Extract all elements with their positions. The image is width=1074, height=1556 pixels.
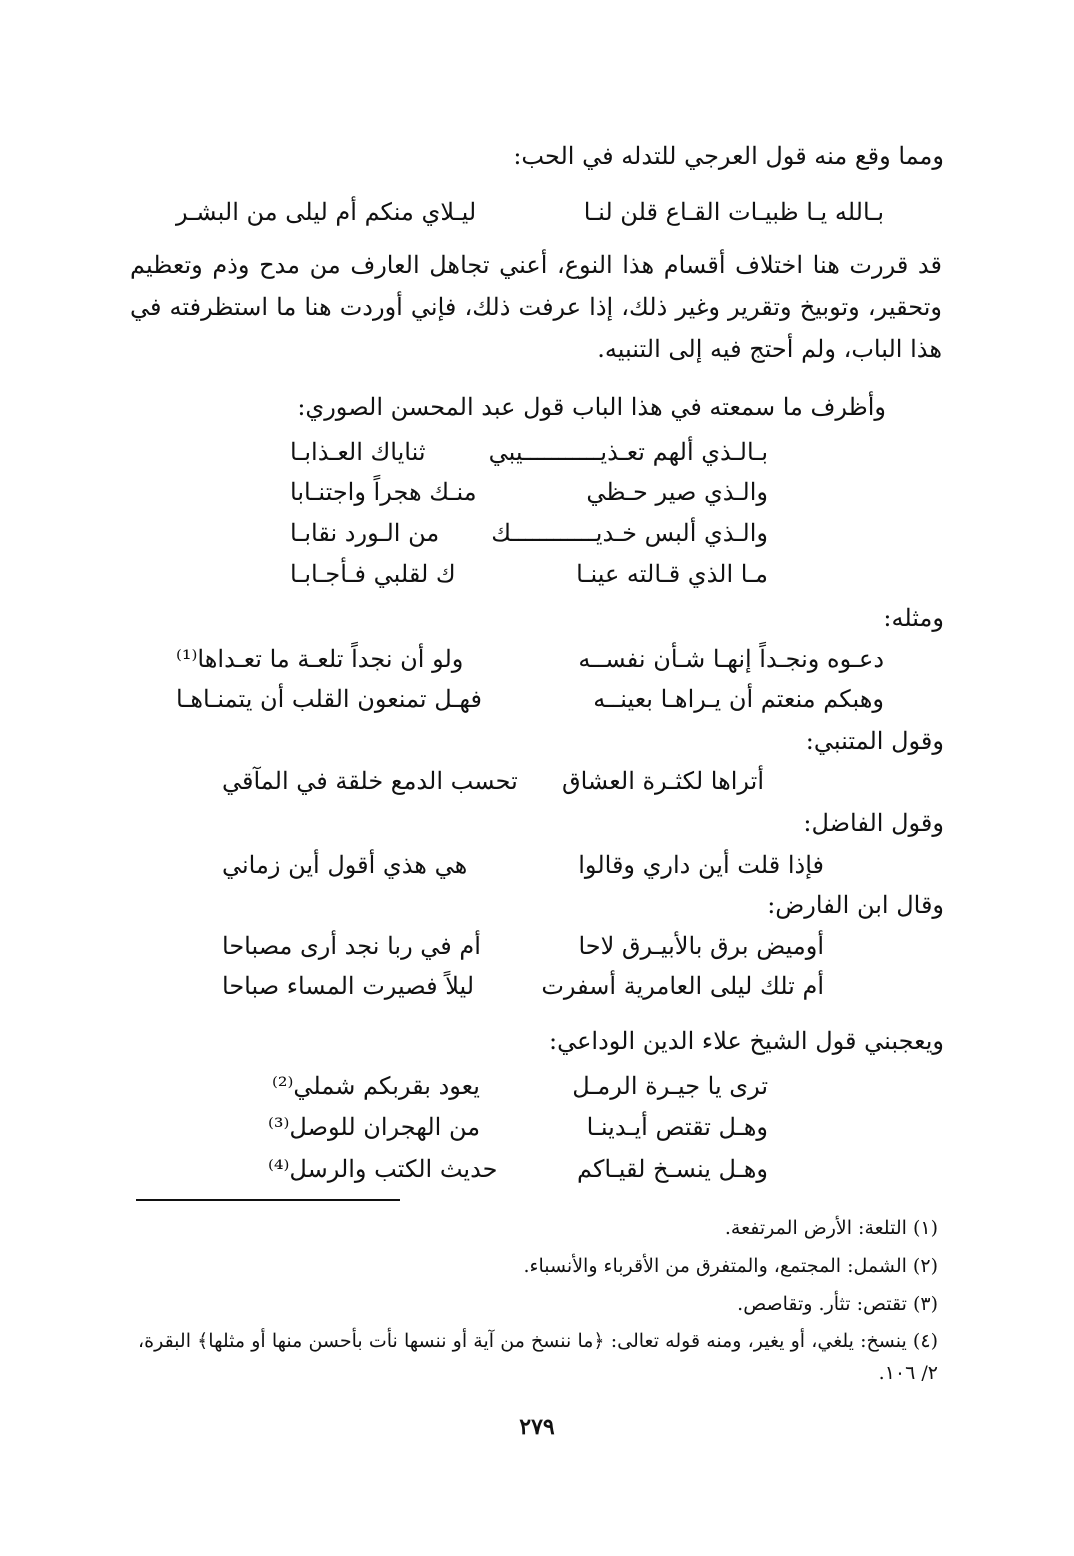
intro-wadai: ويعجبني قول الشيخ علاء الدين الوداعي: bbox=[548, 1027, 944, 1055]
hemistich-first: فإذا قلت أين داري وقالوا bbox=[578, 851, 824, 879]
hemistich-second: ليلاً فصيرت المساء صباحا bbox=[222, 972, 475, 1000]
footnote-2: (٢) الشمل: المجتمع، والمتفرق من الأقرباء والأنسباء. bbox=[523, 1255, 938, 1277]
hemistich-first: أتراها لكثـرة العشاق bbox=[561, 767, 764, 795]
hemistich-second: هي هذي أقول أين زماني bbox=[222, 851, 468, 879]
hemistich-first: بـالله يـا ظبيـات القـاع قلن لنـا bbox=[583, 198, 884, 226]
intro-line: ومما وقع منه قول العرجي للتدله في الحب: bbox=[513, 142, 944, 170]
label-fadil: وقول الفاضل: bbox=[803, 809, 944, 837]
hemistich-second: فهـل تمنعون القلب أن يتمنـاهـا bbox=[176, 685, 482, 713]
label-farid: وقال ابن الفارض: bbox=[767, 891, 944, 919]
hemistich-second: منـك هجراً واجتنـابا bbox=[290, 478, 477, 506]
hemistich-second: ولو أن نجداً تلعـة ما تعـداها⁽¹⁾ bbox=[176, 645, 464, 673]
hemistich-first: والـذي صير حـظي bbox=[586, 478, 768, 506]
footnote-4: (٤) ينسخ: يلغي، أو يغير، ومنه قوله تعالى: ﴿ما ننسخ من آية أو ننسها نأت بأحسن منها أو مثلها﴾ البقرة، ٢/ ١٠٦. bbox=[138, 1330, 938, 1384]
hemistich-first: بـالـذي ألهم تعـذيـــــــــــيبي bbox=[488, 438, 768, 466]
hemistich-first: أم تلك ليلى العامرية أسفرت bbox=[541, 972, 824, 1000]
hemistich-second: ك لقلبي فـأجـابـا bbox=[290, 560, 456, 588]
intro-souri: وأظرف ما سمعته في هذا الباب قول عبد المحسن الصوري: bbox=[297, 393, 886, 421]
hemistich-second: ليـلاي منكم أم ليلى من البشـر bbox=[176, 198, 477, 226]
hemistich-first: أوميض برق بالأبيـرق لاحا bbox=[578, 932, 824, 960]
label-mutanabbi: وقول المتنبي: bbox=[805, 727, 944, 755]
page-number: ٢٧٩ bbox=[519, 1414, 555, 1440]
hemistich-second: من الـورد نقابـا bbox=[290, 519, 440, 547]
hemistich-second: ثناياك العـذابـا bbox=[290, 438, 426, 466]
footnote-3: (٣) تقتص: تثأر. وتقاصص. bbox=[737, 1293, 938, 1315]
hemistich-first: وهبكم منعتم أن يـراهـا بعينــه bbox=[593, 685, 884, 713]
hemistich-first: والـذي ألبس خـديــــــــــــك bbox=[491, 519, 768, 547]
footnote-1: (١) التلعة: الأرض المرتفعة. bbox=[724, 1217, 938, 1239]
footnote-separator bbox=[136, 1199, 400, 1201]
hemistich-second: يعود بقربكم شملي⁽²⁾ bbox=[272, 1072, 480, 1100]
body-paragraph: قد قررت هنا اختلاف أقسام هذا النوع، أعني تجاهل العارف من مدح وذم وتعظيم وتحقير، وتوبيخ وتقرير وغير ذلك، إذا عرفت ذلك، فإني أوردت هنا ما استظرفته في هذا الباب، ولم أحتج فيه إلى التنبيه. bbox=[130, 251, 942, 363]
label-mithluh: ومثله: bbox=[883, 604, 944, 632]
hemistich-first: وهـل ينسـخ لقيـاكم bbox=[576, 1155, 768, 1183]
hemistich-first: دعـوه ونجـداً إنهـا شـأن نفســه bbox=[578, 645, 884, 673]
hemistich-second: حديث الكتب والرسل⁽⁴⁾ bbox=[268, 1155, 498, 1183]
hemistich-first: وهـل تقتص أيـدينـا bbox=[586, 1113, 768, 1141]
hemistich-first: ترى يا جيـرة الرمـل bbox=[572, 1072, 768, 1100]
hemistich-second: أم في ربا نجد أرى مصباحا bbox=[222, 932, 481, 960]
hemistich-second: تحسب الدمع خلقة في المآقي bbox=[222, 767, 518, 795]
hemistich-second: من الهجران للوصل⁽³⁾ bbox=[268, 1113, 481, 1141]
hemistich-first: مـا الذي قـالته عينـا bbox=[576, 560, 768, 588]
